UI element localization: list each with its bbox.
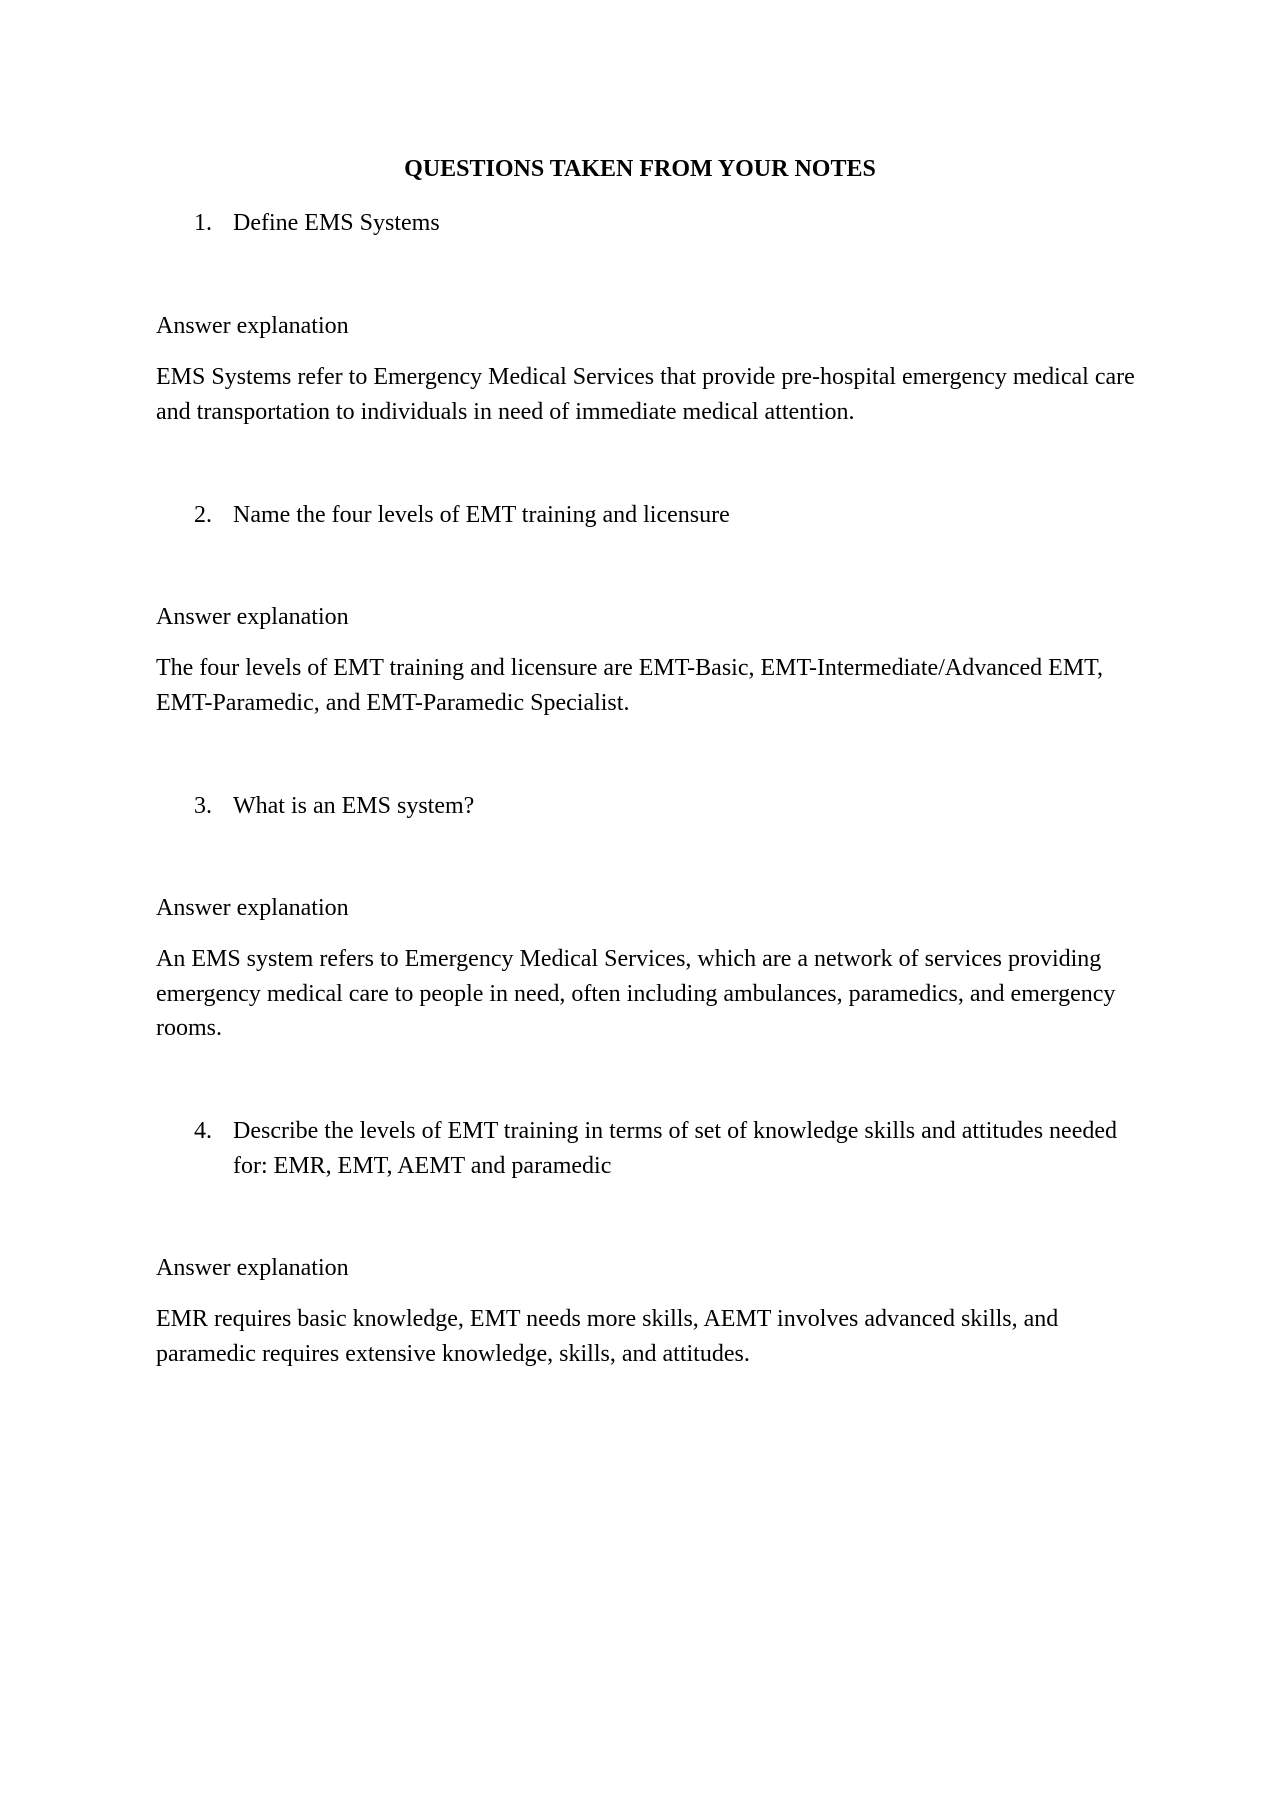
answer-text-1: EMS Systems refer to Emergency Medical Services that provide pre-hospital emergency medical care and transportation to individuals in need of immediate medical attention. (156, 364, 1135, 425)
answer-text-4: EMR requires basic knowledge, EMT needs more skills, AEMT involves advanced skills, and paramedic requires extensive knowledge, skills, and attitudes. (156, 1306, 1059, 1367)
question-number: 4. (194, 1118, 212, 1144)
answer-text-3: An EMS system refers to Emergency Medical Services, which are a network of services providing emergency medical care to people in need, often including ambulances, paramedics, and emergency rooms. (156, 946, 1116, 1041)
question-text: Define EMS Systems (233, 210, 440, 236)
question-text: Name the four levels of EMT training and licensure (233, 502, 730, 528)
question-1 (194, 206, 1134, 241)
document-title: QUESTIONS TAKEN FROM YOUR NOTES (404, 156, 876, 182)
question-text: What is an EMS system? (233, 793, 475, 819)
answer-label-3: Answer explanation (156, 895, 349, 921)
question-3 (194, 789, 1134, 824)
question-text: Describe the levels of EMT training in terms of set of knowledge skills and attitudes needed for: EMR, EMT, AEMT and paramedic (233, 1118, 1118, 1179)
question-number: 2. (194, 502, 212, 528)
answer-text-2: The four levels of EMT training and licensure are EMT-Basic, EMT-Intermediate/Advanced EMT, EMT-Paramedic, and EMT-Paramedic Specialist. (156, 655, 1104, 716)
question-number: 3. (194, 793, 212, 819)
question-4 (194, 1114, 1134, 1184)
answer-label-1: Answer explanation (156, 313, 349, 339)
question-number: 1. (194, 210, 212, 236)
answer-label-2: Answer explanation (156, 604, 349, 630)
question-2 (194, 498, 1134, 533)
answer-label-4: Answer explanation (156, 1255, 349, 1281)
